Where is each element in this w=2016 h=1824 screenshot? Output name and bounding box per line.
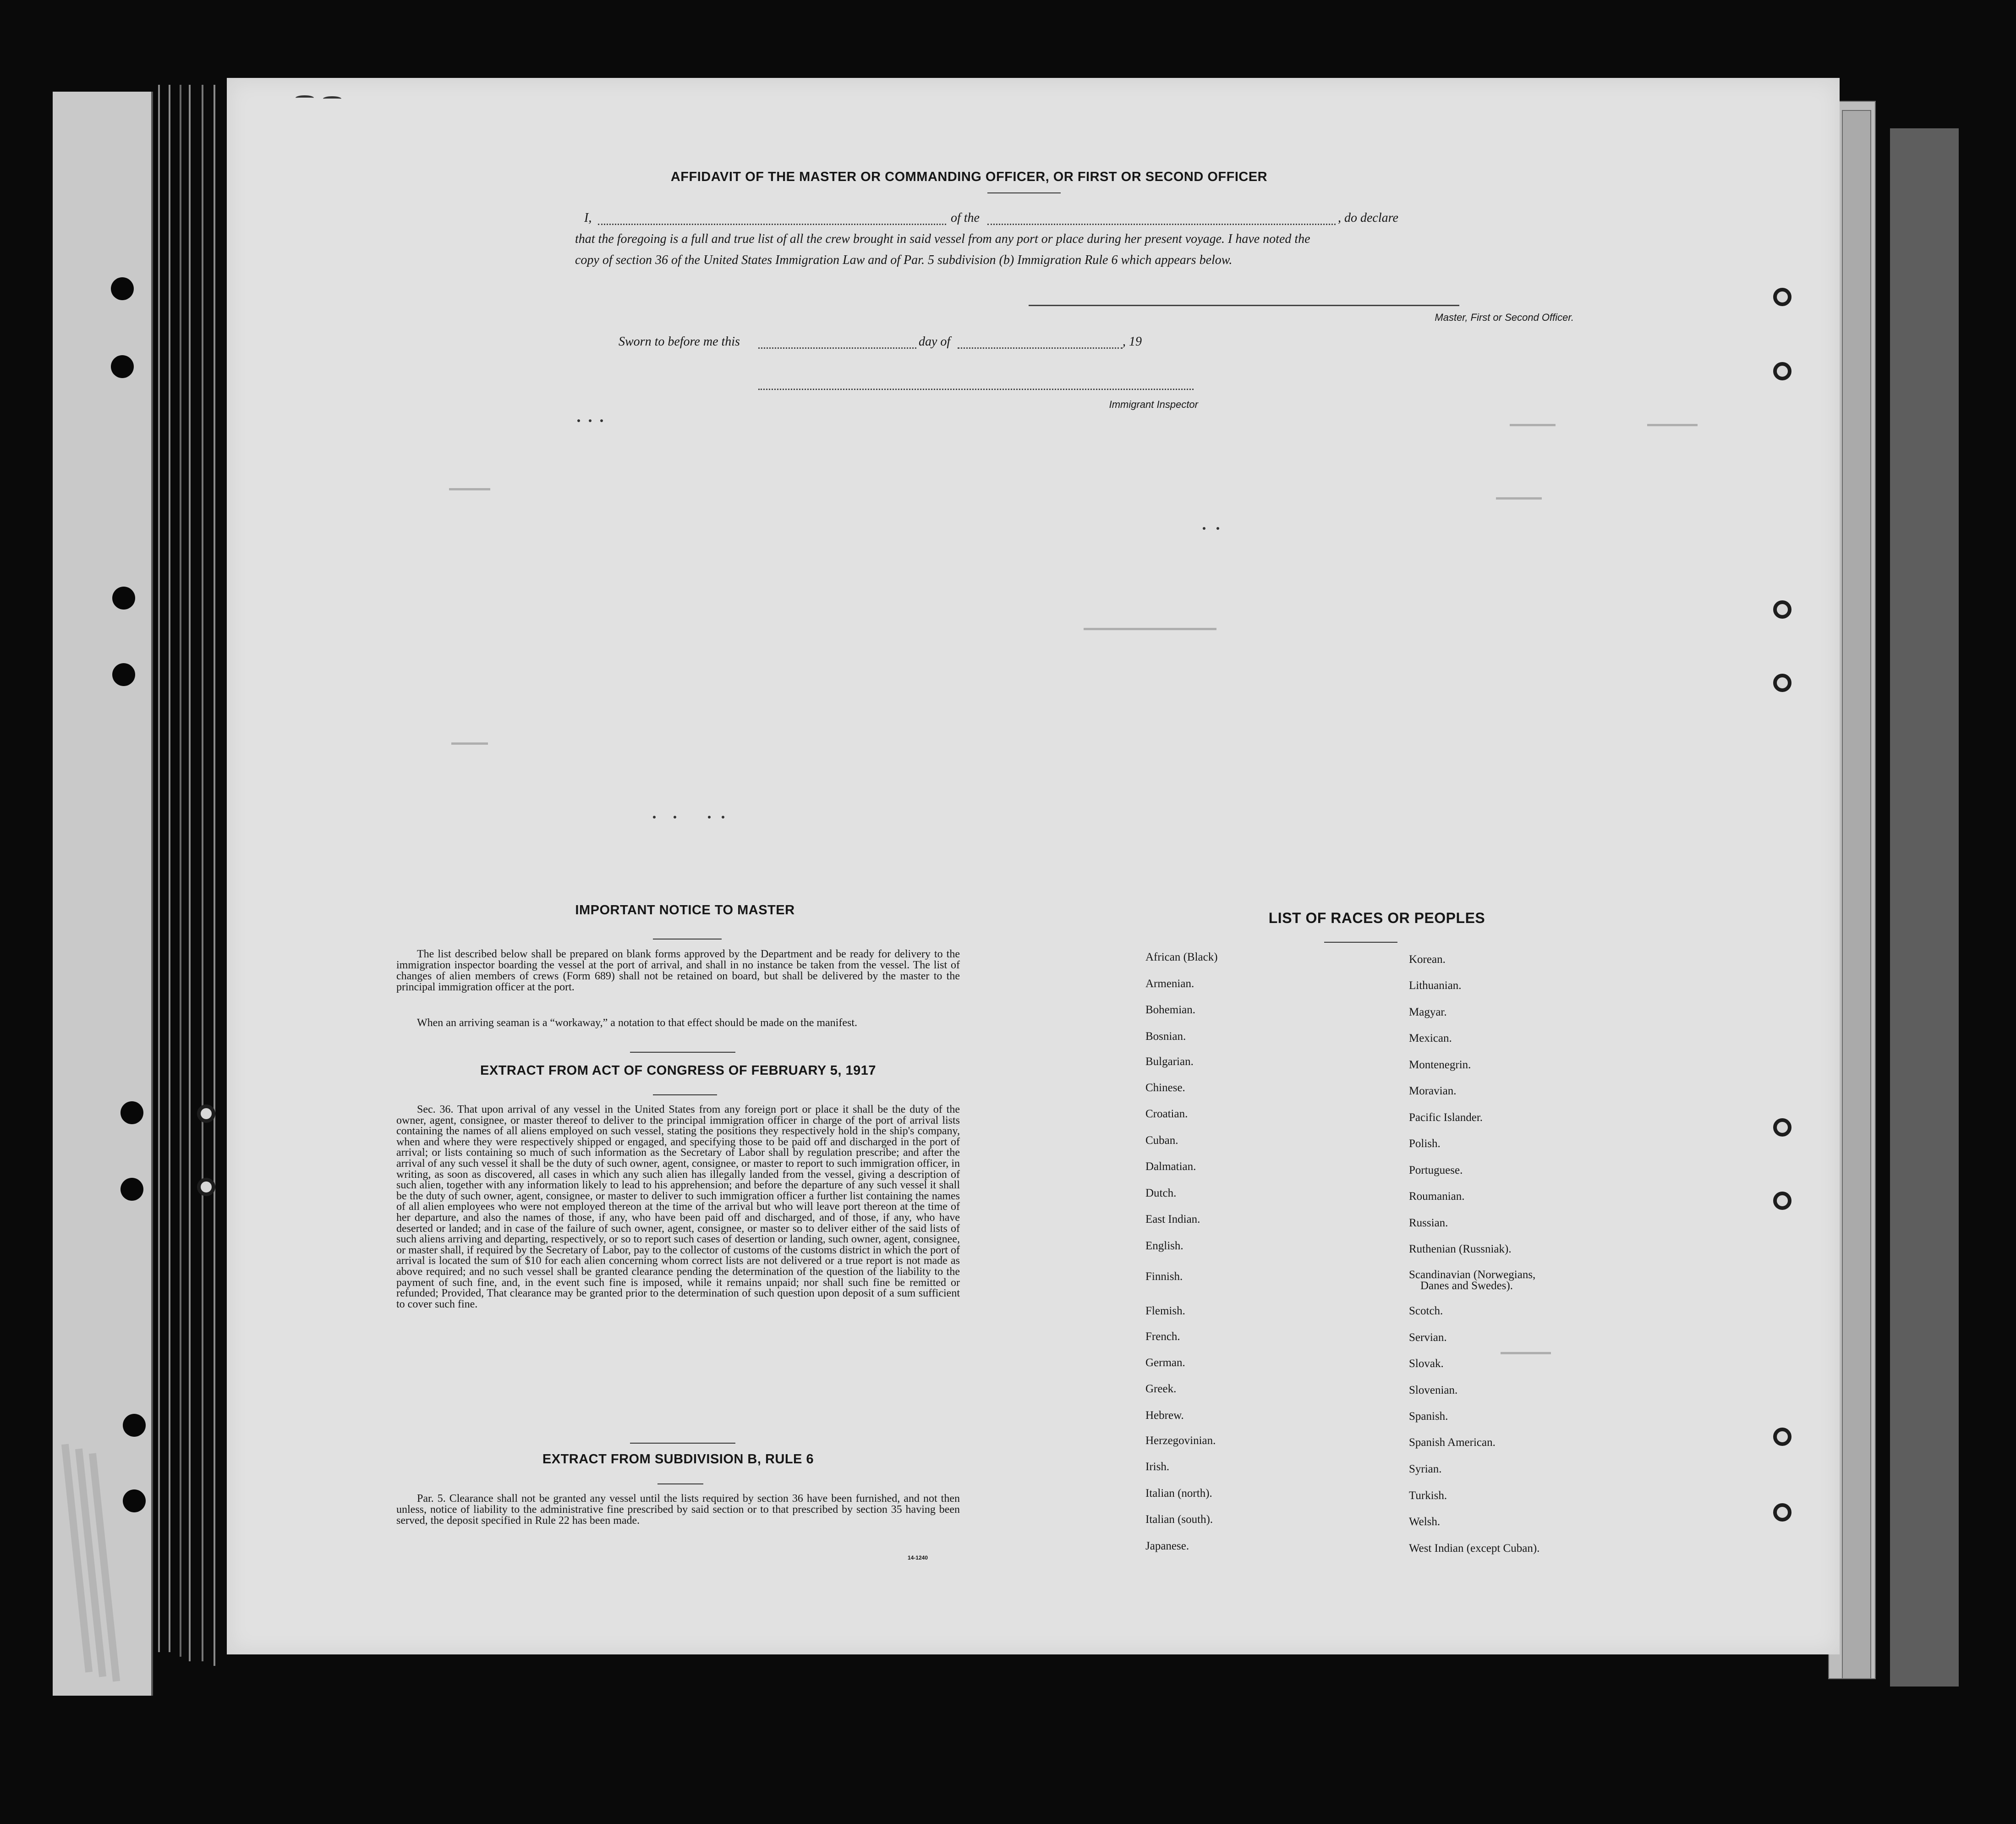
race-item: Spanish American.	[1409, 1436, 1496, 1449]
punch-hole	[112, 587, 135, 610]
act-title: EXTRACT FROM ACT OF CONGRESS OF FEBRUARY 5, 1917	[480, 1063, 877, 1078]
bleed-mark	[1501, 1352, 1551, 1354]
master-signature-label: Master, First or Second Officer.	[1435, 312, 1574, 323]
form-number: 14-1240	[907, 1555, 928, 1561]
eyelet	[1773, 1428, 1791, 1446]
punch-hole	[123, 1414, 146, 1437]
speck	[1216, 527, 1219, 530]
eyelet	[1773, 1118, 1791, 1137]
race-item: German.	[1145, 1357, 1185, 1369]
title-underline	[987, 192, 1061, 193]
affidavit-line3: copy of section 36 of the United States Immigration Law and of Par. 5 subdivision (b) Immigration Rule 6 which appears below.	[575, 253, 1233, 267]
speck	[708, 816, 711, 819]
affidavit-line1-prefix: I,	[584, 211, 592, 225]
eyelet	[1773, 288, 1791, 306]
race-item: Greek.	[1145, 1383, 1177, 1395]
race-item: Dutch.	[1145, 1187, 1177, 1199]
punch-hole	[121, 1101, 143, 1124]
notice-paragraph-2: When an arriving seaman is a “workaway,” a notation to that effect should be made on the manifest.	[417, 1017, 857, 1029]
affidavit-line1	[584, 211, 1693, 229]
race-item: East Indian.	[1145, 1213, 1200, 1225]
race-item: Japanese.	[1145, 1540, 1189, 1552]
race-item: Scandinavian (Norwegians,	[1409, 1269, 1536, 1281]
race-item: Croatian.	[1145, 1108, 1188, 1120]
race-item: Montenegrin.	[1409, 1059, 1471, 1071]
divider	[630, 1443, 735, 1444]
race-item: Turkish.	[1409, 1489, 1447, 1502]
speck	[653, 816, 656, 819]
bleed-mark	[1647, 424, 1698, 426]
eyelet	[1773, 674, 1791, 692]
speck	[589, 419, 592, 422]
sheet-edge	[158, 85, 160, 1652]
race-item: Irish.	[1145, 1461, 1170, 1473]
affidavit-line2: that the foregoing is a full and true list of all the crew brought in said vessel from any port or place during her present voyage. I have noted the	[575, 232, 1310, 246]
inspector-signature-line[interactable]	[758, 389, 1194, 390]
race-item: Servian.	[1409, 1331, 1447, 1344]
race-item: Magyar.	[1409, 1006, 1447, 1018]
eyelet	[197, 1104, 215, 1123]
races-underline	[1324, 942, 1397, 943]
act-underline	[653, 1094, 717, 1095]
sheet-edge	[169, 85, 170, 1652]
race-item: Slovak.	[1409, 1357, 1444, 1370]
vessel-name-field[interactable]	[987, 224, 1336, 225]
inspector-label: Immigrant Inspector	[1109, 399, 1198, 410]
punch-hole	[121, 1178, 143, 1201]
race-item: Spanish.	[1409, 1410, 1448, 1423]
race-item: Hebrew.	[1145, 1409, 1184, 1422]
race-item: Bulgarian.	[1145, 1055, 1194, 1068]
right-sheet-edge	[1842, 110, 1871, 1679]
rule-underline	[657, 1483, 703, 1484]
bleed-mark	[1496, 497, 1542, 500]
affidavit-line1-mid: of the	[951, 211, 980, 225]
race-item: English.	[1145, 1240, 1183, 1252]
speck	[674, 816, 676, 819]
pencil-mark	[296, 95, 314, 100]
race-item: Finnish.	[1145, 1270, 1183, 1283]
bleed-mark	[449, 488, 490, 490]
eyelet	[1773, 1192, 1791, 1210]
act-text: Sec. 36. That upon arrival of any vessel in the United States from any foreign port or place it shall be the duty of the owner, agent, consignee, or master thereof to deliver to the principal immigration officer in charge of the port of arrival lists containing the names of all aliens employed on such vessel, stating the positions they respectively hold in the ship's company, when and where they were respectively shipped or engaged, and specifying those to be paid off and discharged in the port of arrival; or lists containing so much of such information as the Secretary of Labor shall by regulation prescribe; and after the arrival of any such vessel it shall be the duty of such owner, agent, consignee, or master to report to such immigration officer, in writing, as soon as discovered, all cases in which any such alien has illegally landed from the vessel, giving a description of such alien, together with any information likely to lead to his apprehension; and before the departure of any such vessel it shall be the duty of such owner, agent, consignee, or master to deliver to such immigration officer a further list containing the names of all alien employees who were not employed thereon at the time of the arrival but who will leave port thereon at the time of her departure, and also the names of those, if any, who have been paid off and discharged, and of those, if any, who have deserted or landed; and in case of the failure of such owner, agent, consignee, or master so to deliver either of the said lists of such aliens arriving and departing, respectively, or so to report such cases of desertion or landing, such owner, agent, consignee, or master shall, if required by the Secretary of Labor, pay to the collector of customs of the customs district in which the port of arrival is located the sum of $10 for each alien concerning whom correct lists are not delivered or a true report is not made as above required; and no such vessel shall be granted clearance pending the determination of the question of the liability to the payment of such fine, and, in the event such fine is imposed, while it remains unpaid; nor shall such fine be remitted or refunded; Provided, That clearance may be granted prior to the determination of such question upon deposit of a sum sufficient to cover such fine.	[396, 1104, 960, 1310]
speck	[1203, 527, 1205, 530]
race-item: Danes and Swedes).	[1420, 1280, 1513, 1292]
sworn-line	[619, 335, 1260, 353]
bleed-mark	[1084, 628, 1216, 630]
sheet-edge	[180, 85, 181, 1657]
race-item: Korean.	[1409, 953, 1446, 966]
race-item: Syrian.	[1409, 1463, 1442, 1475]
race-item: Chinese.	[1145, 1082, 1185, 1094]
speck	[722, 816, 724, 819]
race-item: Herzegovinian.	[1145, 1434, 1216, 1447]
notice-title: IMPORTANT NOTICE TO MASTER	[575, 903, 795, 917]
races-title: LIST OF RACES OR PEOPLES	[1268, 910, 1485, 926]
race-item: Italian (south).	[1145, 1513, 1213, 1526]
race-item: Moravian.	[1409, 1085, 1457, 1097]
race-item: Portuguese.	[1409, 1164, 1463, 1176]
sworn-month-field[interactable]	[958, 347, 1123, 349]
sheet-edge	[189, 85, 191, 1661]
right-panel	[1890, 128, 1959, 1687]
punch-hole	[123, 1489, 146, 1512]
sworn-year: , 19	[1123, 335, 1142, 349]
eyelet	[1773, 600, 1791, 619]
eyelet	[1773, 1503, 1791, 1522]
rule-text: Par. 5. Clearance shall not be granted any vessel until the lists required by section 36 have been furnished, and not then unless, notice of liability to the administrative fine prescribed by said section or to that prescribed by section 35 having been served, the deposit specified in Rule 22 has been made.	[396, 1493, 960, 1527]
sheet-edge	[214, 85, 215, 1666]
race-item: Dalmatian.	[1145, 1160, 1196, 1173]
notice-paragraph-1: The list described below shall be prepared on blank forms approved by the Department and be ready for delivery to the immigration inspector boarding the vessel at the port of arrival, and shall in no instance be taken from the vessel. The list of changes of alien members of crews (Form 689) shall not be retained on board, but shall be delivered by the master to the principal immigration officer at the port.	[396, 948, 960, 993]
race-item: Italian (north).	[1145, 1487, 1212, 1500]
tail-strips	[69, 1444, 124, 1682]
speck	[577, 419, 580, 422]
punch-hole	[111, 277, 134, 300]
race-item: Pacific Islander.	[1409, 1111, 1483, 1124]
race-item: Armenian.	[1145, 978, 1194, 990]
punch-hole	[111, 355, 134, 378]
eyelet	[197, 1178, 215, 1196]
affidavit-line1-suffix: , do declare	[1338, 211, 1398, 225]
race-item: Roumanian.	[1409, 1190, 1465, 1203]
race-item: West Indian (except Cuban).	[1409, 1542, 1540, 1555]
master-signature-line[interactable]	[1029, 305, 1459, 306]
race-item: Slovenian.	[1409, 1384, 1458, 1396]
race-item: Ruthenian (Russniak).	[1409, 1243, 1512, 1255]
eyelet	[1773, 362, 1791, 380]
race-item: African (Black)	[1145, 951, 1218, 963]
race-item: Bosnian.	[1145, 1030, 1186, 1043]
bleed-mark	[451, 742, 488, 745]
race-item: Mexican.	[1409, 1032, 1452, 1044]
main-page	[227, 78, 1840, 1654]
affidavit-title: AFFIDAVIT OF THE MASTER OR COMMANDING OFFICER, OR FIRST OR SECOND OFFICER	[670, 170, 1268, 184]
master-name-field[interactable]	[598, 224, 946, 225]
race-item: Bohemian.	[1145, 1004, 1196, 1016]
race-item: French.	[1145, 1330, 1180, 1343]
race-item: Cuban.	[1145, 1134, 1178, 1147]
pencil-mark	[323, 96, 341, 101]
punch-hole	[112, 663, 135, 686]
bleed-mark	[1510, 424, 1556, 426]
sworn-day: day of	[919, 335, 951, 349]
race-item: Lithuanian.	[1409, 979, 1462, 992]
race-item: Welsh.	[1409, 1516, 1441, 1528]
divider	[630, 1052, 735, 1053]
sheet-edge	[202, 85, 203, 1661]
speck	[600, 419, 603, 422]
race-item: Flemish.	[1145, 1305, 1185, 1317]
rule-title: EXTRACT FROM SUBDIVISION B, RULE 6	[542, 1452, 814, 1467]
sworn-date-field[interactable]	[758, 347, 916, 349]
race-item: Scotch.	[1409, 1305, 1443, 1317]
sworn-prefix: Sworn to before me this	[619, 335, 740, 349]
race-item: Polish.	[1409, 1137, 1441, 1150]
race-item: Russian.	[1409, 1217, 1448, 1229]
